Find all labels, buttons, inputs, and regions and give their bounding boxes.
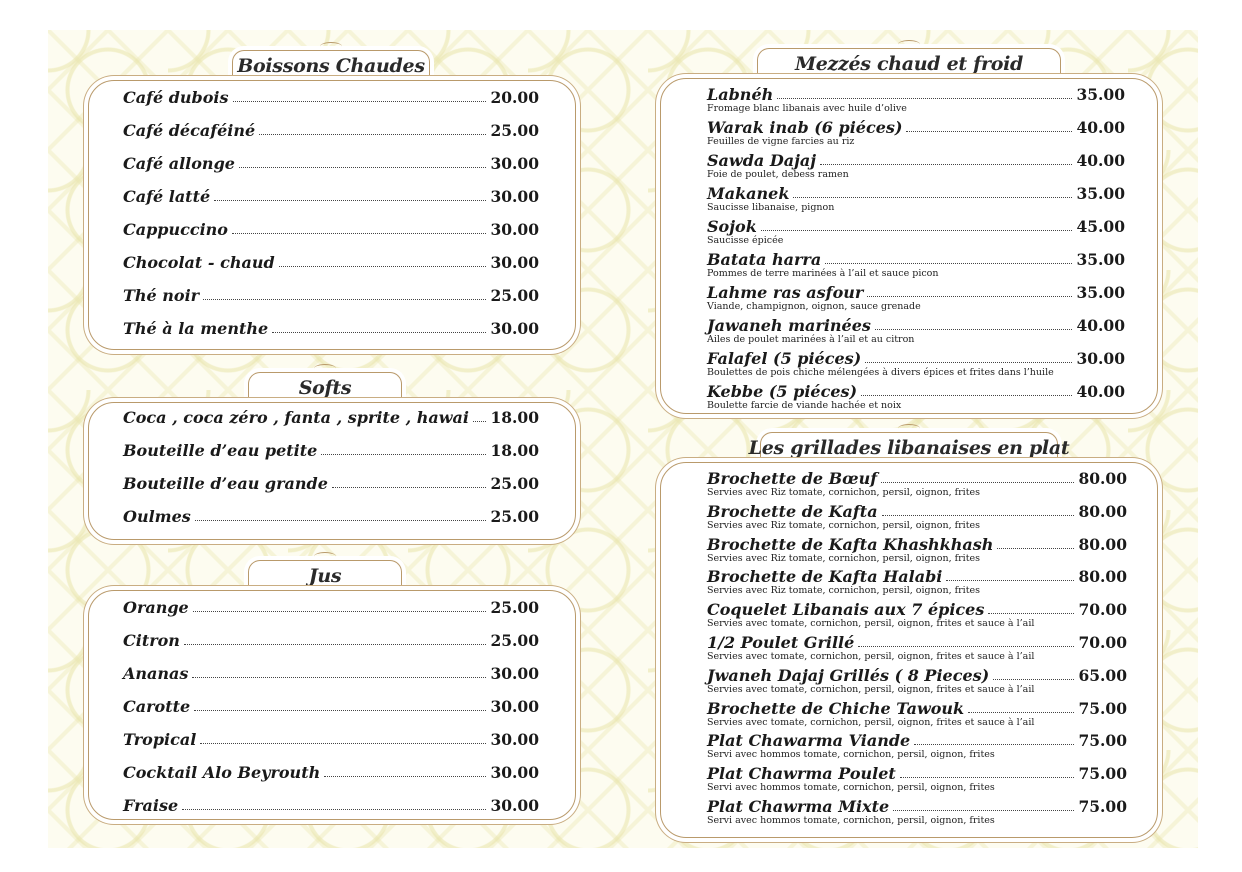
- item-price: 75.00: [1078, 731, 1127, 751]
- menu-item-row: [123, 507, 539, 526]
- menu-item: [123, 598, 539, 617]
- item-price: 30.00: [490, 697, 539, 716]
- section-title-mezzes: [757, 48, 1061, 79]
- item-name: Brochette de Kafta Halabi: [707, 567, 943, 587]
- item-name: Fraise: [123, 796, 179, 815]
- section-title-grillades: [748, 432, 1070, 463]
- dot-leader: [858, 646, 1074, 647]
- panel-grillades: [660, 462, 1158, 838]
- menu-item-row: [707, 469, 1127, 488]
- item-price: 40.00: [1076, 151, 1125, 170]
- menu-item-row: [707, 118, 1125, 137]
- item-name: Lahme ras asfour: [707, 283, 864, 302]
- item-name: Kebbe (5 piéces): [707, 382, 858, 401]
- item-price: 25.00: [490, 474, 539, 493]
- menu-item: [123, 763, 539, 782]
- menu-item-row: [123, 286, 539, 305]
- item-name: Coca , coca zéro , fanta , sprite , hawai: [123, 408, 469, 427]
- item-price: 35.00: [1076, 250, 1125, 269]
- menu-item: [707, 250, 1125, 279]
- menu-item-row: [123, 697, 539, 716]
- tab-ornament: [314, 364, 336, 373]
- menu-item-row: [123, 408, 539, 427]
- item-description: Feuilles de vigne farcies au riz: [707, 136, 855, 147]
- tab-ornament: [320, 42, 342, 51]
- item-name: Batata harra: [707, 250, 822, 269]
- menu-item-row: [707, 250, 1125, 269]
- menu-item-row: [123, 441, 539, 460]
- menu-item: [123, 154, 539, 173]
- item-description: Servies avec tomate, cornichon, persil, oignon, frites et sauce à l’ail: [707, 716, 1035, 728]
- item-price: 70.00: [1078, 600, 1127, 620]
- menu-item: [707, 118, 1125, 147]
- menu-item-row: [707, 633, 1127, 652]
- item-name: Makanek: [707, 184, 790, 203]
- menu-item-row: [123, 319, 539, 338]
- menu-item: [707, 600, 1127, 629]
- item-description: Ailes de poulet marinées à l’ail et au citron: [707, 334, 915, 345]
- dot-leader: [893, 810, 1074, 811]
- dot-leader: [993, 679, 1074, 680]
- menu-item-row: [123, 121, 539, 140]
- item-description: Boulette farcie de viande hachée et noix: [707, 400, 902, 411]
- item-description: Boulettes de pois chiche mélengées à divers épices et frites dans l’huile: [707, 367, 1054, 378]
- menu-item: [707, 699, 1127, 728]
- dot-leader: [195, 520, 487, 521]
- item-price: 30.00: [490, 220, 539, 239]
- tab-ornament: [898, 424, 920, 433]
- item-price: 80.00: [1078, 501, 1127, 521]
- item-name: Brochette de Kafta Khashkhash: [707, 534, 994, 554]
- item-description: Foie de poulet, debess ramen: [707, 169, 849, 180]
- dot-leader: [875, 329, 1073, 330]
- item-description: Servies avec tomate, cornichon, persil, oignon, frites et sauce à l’ail: [707, 651, 1035, 662]
- section-title-text: Boissons Chaudes: [237, 54, 425, 77]
- menu-item: [123, 286, 539, 305]
- item-name: Citron: [123, 631, 180, 650]
- menu-item: [123, 441, 539, 460]
- dot-leader: [239, 167, 487, 168]
- item-name: Labnéh: [707, 85, 774, 104]
- item-name: Cocktail Alo Beyrouth: [123, 763, 321, 782]
- item-price: 40.00: [1076, 382, 1125, 401]
- item-price: 80.00: [1078, 534, 1127, 554]
- dot-leader: [881, 482, 1074, 483]
- menu-item: [123, 697, 539, 716]
- menu-item-row: [707, 666, 1127, 685]
- menu-item: [123, 121, 539, 140]
- menu-item: [707, 731, 1127, 760]
- item-description: Servies avec Riz tomate, cornichon, persil, oignon, frites: [707, 552, 981, 564]
- menu-item-row: [707, 699, 1127, 718]
- item-name: Plat Chawrma Poulet: [707, 764, 896, 784]
- menu-item-row: [707, 316, 1125, 335]
- panel-mezzes: [660, 78, 1158, 414]
- item-name: Café latté: [123, 187, 211, 206]
- section-title-jus: [248, 560, 402, 591]
- section-title-softs: [248, 372, 402, 403]
- dot-leader: [867, 296, 1072, 297]
- tab-ornament: [898, 40, 920, 49]
- menu-item: [707, 184, 1125, 213]
- dot-leader: [272, 332, 486, 333]
- menu-item: [123, 664, 539, 683]
- item-price: 30.00: [490, 154, 539, 173]
- dot-leader: [900, 777, 1075, 778]
- item-price: 30.00: [490, 796, 539, 815]
- menu-item-row: [707, 283, 1125, 302]
- dot-leader: [777, 98, 1072, 99]
- item-price: 80.00: [1078, 567, 1127, 587]
- item-name: Sawda Dajaj: [707, 151, 817, 170]
- item-name: Thé noir: [123, 286, 200, 305]
- menu-item: [707, 85, 1125, 114]
- item-price: 35.00: [1076, 283, 1125, 302]
- dot-leader: [192, 677, 486, 678]
- item-description: Servies avec tomate, cornichon, persil, oignon, frites et sauce à l’ail: [707, 683, 1035, 695]
- menu-item: [707, 764, 1127, 793]
- item-price: 30.00: [490, 319, 539, 338]
- item-name: Tropical: [123, 730, 197, 749]
- menu-item: [123, 408, 539, 427]
- menu-item: [707, 633, 1127, 662]
- item-price: 25.00: [490, 286, 539, 305]
- dot-leader: [324, 776, 486, 777]
- menu-item: [707, 535, 1127, 564]
- dot-leader: [997, 548, 1074, 549]
- item-name: Ananas: [123, 664, 189, 683]
- section-title-text: Jus: [308, 564, 342, 587]
- dot-leader: [988, 613, 1074, 614]
- menu-item: [123, 730, 539, 749]
- menu-item-row: [123, 187, 539, 206]
- item-description: Saucisse épicée: [707, 235, 784, 246]
- item-price: 18.00: [490, 441, 539, 460]
- item-description: Viande, champignon, oignon, sauce grenade: [707, 301, 921, 312]
- menu-item-row: [707, 731, 1127, 750]
- item-price: 20.00: [490, 88, 539, 107]
- menu-item: [123, 507, 539, 526]
- item-price: 25.00: [490, 121, 539, 140]
- item-name: Thé à la menthe: [123, 319, 269, 338]
- dot-leader: [232, 233, 486, 234]
- item-name: Café allonge: [123, 154, 235, 173]
- item-description: Servi avec hommos tomate, cornichon, persil, oignon, frites: [707, 782, 995, 794]
- item-name: Café dubois: [123, 88, 229, 107]
- item-name: Bouteille d’eau grande: [123, 474, 328, 493]
- panel-boissons-chaudes: [88, 80, 576, 350]
- menu-item-row: [707, 535, 1127, 554]
- dot-leader: [194, 710, 486, 711]
- menu-item-row: [707, 764, 1127, 783]
- menu-item: [123, 220, 539, 239]
- item-price: 45.00: [1076, 217, 1125, 236]
- dot-leader: [259, 134, 486, 135]
- dot-leader: [321, 454, 486, 455]
- menu-item-row: [123, 631, 539, 650]
- item-price: 18.00: [490, 408, 539, 427]
- item-price: 30.00: [490, 187, 539, 206]
- item-description: Servi avec hommos tomate, cornichon, persil, oignon, frites: [707, 749, 995, 761]
- item-name: Sojok: [707, 217, 757, 236]
- menu-item-row: [707, 797, 1127, 816]
- menu-item: [123, 796, 539, 815]
- menu-item: [707, 469, 1127, 498]
- menu-item-row: [123, 88, 539, 107]
- item-name: Jawaneh marinées: [707, 316, 871, 335]
- item-price: 75.00: [1078, 797, 1127, 816]
- item-price: 25.00: [490, 598, 539, 617]
- menu-item-row: [123, 598, 539, 617]
- menu-item: [707, 151, 1125, 180]
- dot-leader: [865, 362, 1072, 363]
- menu-item-row: [123, 154, 539, 173]
- menu-item-row: [123, 253, 539, 272]
- section-title-text: Softs: [298, 376, 352, 399]
- dot-leader: [946, 580, 1074, 581]
- item-name: Bouteille d’eau petite: [123, 441, 318, 460]
- item-price: 35.00: [1076, 85, 1125, 104]
- item-name: Café décaféiné: [123, 121, 256, 140]
- item-price: 80.00: [1078, 469, 1127, 488]
- item-price: 25.00: [490, 507, 539, 526]
- menu-item: [123, 319, 539, 338]
- menu-item: [707, 382, 1125, 411]
- tab-ornament: [314, 552, 336, 561]
- item-name: Orange: [123, 598, 189, 617]
- item-price: 30.00: [490, 730, 539, 749]
- dot-leader: [332, 487, 487, 488]
- dot-leader: [793, 197, 1072, 198]
- item-description: Saucisse libanaise, pignon: [707, 202, 835, 213]
- item-name: Chocolat - chaud: [123, 253, 275, 272]
- item-description: Pommes de terre marinées à l’ail et sauce picon: [707, 268, 939, 279]
- menu-item-row: [707, 217, 1125, 236]
- menu-item: [707, 349, 1125, 378]
- dot-leader: [825, 263, 1072, 264]
- menu-item: [123, 187, 539, 206]
- menu-item: [707, 316, 1125, 345]
- item-price: 75.00: [1078, 764, 1127, 784]
- dot-leader: [906, 131, 1072, 132]
- item-price: 25.00: [490, 631, 539, 650]
- menu-item: [707, 502, 1127, 531]
- item-name: Brochette de Kafta: [707, 501, 878, 521]
- menu-item-row: [707, 600, 1127, 619]
- menu-item-row: [123, 664, 539, 683]
- item-price: 40.00: [1076, 118, 1125, 137]
- item-price: 65.00: [1078, 665, 1127, 685]
- menu-item: [123, 88, 539, 107]
- menu-item-row: [123, 763, 539, 782]
- dot-leader: [203, 299, 486, 300]
- menu-item: [123, 631, 539, 650]
- item-price: 30.00: [490, 763, 539, 782]
- item-name: Falafel (5 piéces): [707, 349, 862, 368]
- item-name: Oulmes: [123, 507, 191, 526]
- dot-leader: [233, 101, 487, 102]
- menu-item: [707, 217, 1125, 246]
- panel-softs: [88, 402, 576, 540]
- dot-leader: [914, 744, 1074, 745]
- menu-item-row: [707, 85, 1125, 104]
- item-price: 30.00: [1076, 349, 1125, 368]
- item-description: Servies avec Riz tomate, cornichon, persil, oignon, frites: [707, 519, 981, 531]
- item-description: Servies avec Riz tomate, cornichon, persil, oignon, frites: [707, 585, 981, 597]
- item-name: Carotte: [123, 697, 191, 716]
- item-price: 75.00: [1078, 698, 1127, 718]
- menu-item-row: [707, 567, 1127, 586]
- menu-item-row: [707, 502, 1127, 521]
- menu-item-row: [707, 349, 1125, 368]
- menu-item: [123, 253, 539, 272]
- item-description: Servi avec hommos tomate, cornichon, persil, oignon, frites: [707, 815, 995, 826]
- menu-item-row: [707, 382, 1125, 401]
- menu-item-row: [123, 796, 539, 815]
- item-name: Cappuccino: [123, 220, 228, 239]
- dot-leader: [882, 515, 1075, 516]
- menu-item: [123, 474, 539, 493]
- item-price: 40.00: [1076, 316, 1125, 335]
- item-description: Fromage blanc libanais avec huile d’olive: [707, 103, 907, 114]
- item-name: 1/2 Poulet Grillé: [707, 633, 855, 652]
- menu-item: [707, 797, 1127, 826]
- item-description: Servies avec Riz tomate, cornichon, persil, oignon, frites: [707, 487, 981, 498]
- menu-item-row: [123, 730, 539, 749]
- item-name: Warak inab (6 piéces): [707, 118, 903, 137]
- item-price: 70.00: [1078, 633, 1127, 652]
- section-title-text: Les grillades libanaises en plat: [748, 436, 1070, 459]
- item-description: Servies avec tomate, cornichon, persil, oignon, frites et sauce à l’ail: [707, 618, 1035, 630]
- dot-leader: [200, 743, 486, 744]
- section-title-text: Mezzés chaud et froid: [794, 52, 1024, 75]
- menu-item-row: [123, 474, 539, 493]
- item-name: Plat Chawrma Mixte: [707, 797, 890, 816]
- dot-leader: [182, 809, 486, 810]
- section-title-boissons-chaudes: [232, 50, 430, 81]
- dot-leader: [193, 611, 487, 612]
- menu-item: [707, 567, 1127, 596]
- dot-leader: [761, 230, 1073, 231]
- item-price: 30.00: [490, 664, 539, 683]
- item-price: 35.00: [1076, 184, 1125, 203]
- item-price: 30.00: [490, 253, 539, 272]
- menu-item: [707, 283, 1125, 312]
- dot-leader: [820, 164, 1072, 165]
- menu-item: [707, 666, 1127, 695]
- menu-item-row: [707, 184, 1125, 203]
- dot-leader: [214, 200, 486, 201]
- item-name: Brochette de Bœuf: [707, 469, 878, 488]
- menu-item-row: [707, 151, 1125, 170]
- item-name: Brochette de Chiche Tawouk: [707, 698, 965, 718]
- dot-leader: [184, 644, 487, 645]
- dot-leader: [473, 421, 487, 422]
- dot-leader: [279, 266, 487, 267]
- panel-jus: [88, 590, 576, 820]
- dot-leader: [861, 395, 1072, 396]
- dot-leader: [968, 712, 1074, 713]
- menu-item-row: [123, 220, 539, 239]
- item-name: Jwaneh Dajaj Grillés ( 8 Pieces): [707, 665, 990, 685]
- item-name: Coquelet Libanais aux 7 épices: [707, 600, 985, 620]
- item-name: Plat Chawarma Viande: [707, 731, 911, 751]
